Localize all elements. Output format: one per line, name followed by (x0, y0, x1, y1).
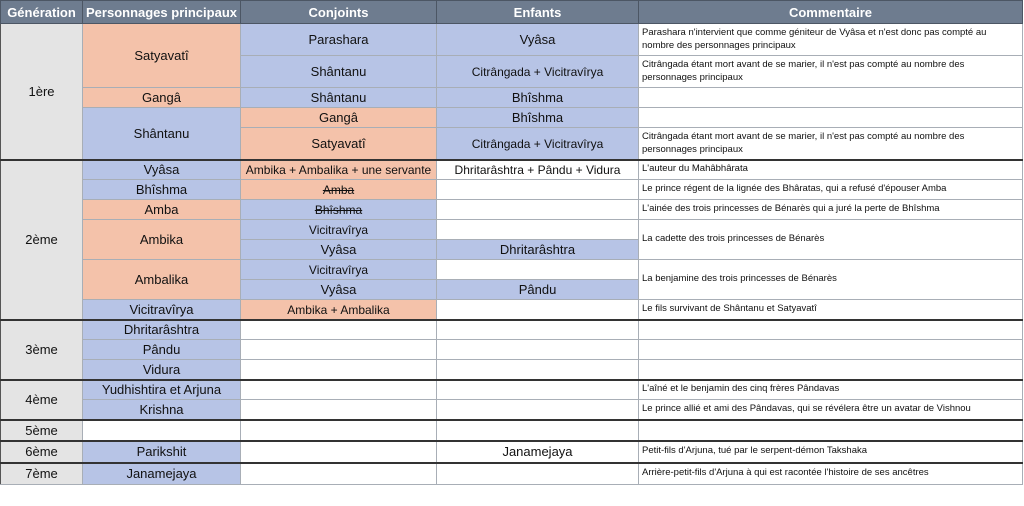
generation-cell[interactable]: 1ère (1, 24, 83, 160)
character-cell[interactable]: Vicitravîrya (83, 300, 241, 320)
character-cell[interactable]: Amba (83, 200, 241, 220)
spouse-name-struck: Amba (322, 182, 355, 197)
generation-cell[interactable]: 2ème (1, 160, 83, 320)
spouse-cell[interactable] (241, 360, 437, 380)
children-cell[interactable] (437, 380, 639, 400)
spouse-cell[interactable]: Ambika + Ambalika + une servante (241, 160, 437, 180)
children-cell[interactable]: Vyâsa (437, 24, 639, 56)
children-cell[interactable]: Citrângada + Vicitravîrya (437, 56, 639, 88)
children-cell[interactable] (437, 340, 639, 360)
spouse-cell[interactable] (241, 340, 437, 360)
table-row (1, 300, 1023, 320)
spouse-cell[interactable]: Vicitravîrya (241, 260, 437, 280)
character-cell[interactable]: Ambika (83, 220, 241, 260)
comment-cell[interactable] (639, 340, 1023, 360)
children-cell[interactable] (437, 320, 639, 340)
comment-cell[interactable] (639, 360, 1023, 380)
table-row (1, 200, 1023, 220)
character-cell[interactable]: Pându (83, 340, 241, 360)
children-cell[interactable]: Dhritarâshtra (437, 240, 639, 260)
spouse-cell[interactable] (241, 441, 437, 463)
character-cell[interactable]: Dhritarâshtra (83, 320, 241, 340)
comment-cell[interactable]: Le prince allié et ami des Pândavas, qui se révélera être un avatar de Vishnou (639, 400, 1023, 420)
character-cell[interactable]: Satyavatî (83, 24, 241, 88)
header-commentaire[interactable]: Commentaire (639, 1, 1023, 24)
character-cell[interactable] (83, 420, 241, 441)
character-cell[interactable]: Vyâsa (83, 160, 241, 180)
spouse-cell[interactable] (241, 400, 437, 420)
generation-cell[interactable]: 5ème (1, 420, 83, 441)
table-row (1, 441, 1023, 463)
comment-cell[interactable]: L'ainée des trois princesses de Bénarès qui a juré la perte de Bhîshma (639, 200, 1023, 220)
spouse-cell[interactable] (241, 200, 437, 220)
comment-cell[interactable] (639, 320, 1023, 340)
header-personnages[interactable]: Personnages principaux (83, 1, 241, 24)
children-cell[interactable] (437, 300, 639, 320)
children-cell[interactable]: Citrângada + Vicitravîrya (437, 128, 639, 160)
table-row (1, 160, 1023, 180)
table-row (1, 380, 1023, 400)
table-row (1, 220, 1023, 240)
character-cell[interactable]: Shântanu (83, 108, 241, 160)
children-cell[interactable] (437, 400, 639, 420)
comment-cell[interactable]: Le fils survivant de Shântanu et Satyavatî (639, 300, 1023, 320)
comment-cell[interactable] (639, 420, 1023, 441)
character-cell[interactable]: Krishna (83, 400, 241, 420)
children-cell[interactable]: Bhîshma (437, 108, 639, 128)
spouse-cell[interactable]: Shântanu (241, 56, 437, 88)
generation-cell[interactable]: 7ème (1, 463, 83, 485)
comment-cell[interactable]: Citrângada étant mort avant de se marier, il n'est pas compté au nombre des personnages principaux (639, 56, 1023, 88)
comment-cell[interactable]: Parashara n'intervient que comme géniteur de Vyâsa et n'est donc pas compté au nombre des personnages principaux (639, 24, 1023, 56)
character-cell[interactable]: Parikshit (83, 441, 241, 463)
comment-cell[interactable]: La cadette des trois princesses de Bénarès (639, 220, 1023, 260)
comment-cell[interactable]: L'auteur du Mahâbhârata (639, 160, 1023, 180)
table-row (1, 340, 1023, 360)
character-cell[interactable]: Yudhishtira et Arjuna (83, 380, 241, 400)
children-cell[interactable] (437, 260, 639, 280)
comment-cell[interactable]: Citrângada étant mort avant de se marier, il n'est pas compté au nombre des personnages principaux (639, 128, 1023, 160)
children-cell[interactable] (437, 360, 639, 380)
spouse-cell[interactable]: Vyâsa (241, 240, 437, 260)
children-cell[interactable] (437, 463, 639, 485)
spouse-cell[interactable]: Gangâ (241, 108, 437, 128)
comment-cell[interactable]: Petit-fils d'Arjuna, tué par le serpent-démon Takshaka (639, 441, 1023, 463)
table-row (1, 463, 1023, 485)
table-row (1, 320, 1023, 340)
spouse-cell[interactable] (241, 180, 437, 200)
spouse-cell[interactable] (241, 380, 437, 400)
character-cell[interactable]: Bhîshma (83, 180, 241, 200)
comment-cell[interactable]: Le prince régent de la lignée des Bhâratas, qui a refusé d'épouser Amba (639, 180, 1023, 200)
table-row (1, 360, 1023, 380)
spouse-cell[interactable]: Parashara (241, 24, 437, 56)
table-row (1, 180, 1023, 200)
spouse-cell[interactable] (241, 463, 437, 485)
spouse-name-struck: Bhîshma (314, 202, 363, 217)
children-cell[interactable]: Janamejaya (437, 441, 639, 463)
spouse-cell[interactable] (241, 320, 437, 340)
children-cell[interactable] (437, 200, 639, 220)
generation-cell[interactable]: 4ème (1, 380, 83, 420)
generation-cell[interactable]: 3ème (1, 320, 83, 380)
children-cell[interactable] (437, 220, 639, 240)
header-row (1, 1, 1023, 24)
header-enfants[interactable]: Enfants (437, 1, 639, 24)
children-cell[interactable]: Dhritarâshtra + Pându + Vidura (437, 160, 639, 180)
table-row (1, 260, 1023, 280)
table-row (1, 24, 1023, 56)
comment-cell[interactable]: La benjamine des trois princesses de Bénarès (639, 260, 1023, 300)
spouse-cell[interactable] (241, 420, 437, 441)
generation-cell[interactable]: 6ème (1, 441, 83, 463)
table-row (1, 400, 1023, 420)
character-cell[interactable]: Vidura (83, 360, 241, 380)
table-row (1, 420, 1023, 441)
character-cell[interactable]: Gangâ (83, 88, 241, 108)
children-cell[interactable] (437, 420, 639, 441)
comment-cell[interactable]: Arrière-petit-fils d'Arjuna à qui est racontée l'histoire de ses ancêtres (639, 463, 1023, 485)
spouse-cell[interactable]: Vicitravîrya (241, 220, 437, 240)
spouse-cell[interactable]: Satyavatî (241, 128, 437, 160)
character-cell[interactable]: Ambalika (83, 260, 241, 300)
header-generation[interactable]: Génération (1, 1, 83, 24)
spouse-cell[interactable]: Shântanu (241, 88, 437, 108)
comment-cell[interactable]: L'aîné et le benjamin des cinq frères Pândavas (639, 380, 1023, 400)
comment-cell[interactable] (639, 88, 1023, 108)
table-row (1, 88, 1023, 108)
children-cell[interactable]: Bhîshma (437, 88, 639, 108)
table-row (1, 108, 1023, 128)
spouse-cell[interactable]: Vyâsa (241, 280, 437, 300)
comment-cell[interactable] (639, 108, 1023, 128)
character-cell[interactable]: Janamejaya (83, 463, 241, 485)
children-cell[interactable]: Pându (437, 280, 639, 300)
spouse-cell[interactable]: Ambika + Ambalika (241, 300, 437, 320)
children-cell[interactable] (437, 180, 639, 200)
header-conjoints[interactable]: Conjoints (241, 1, 437, 24)
